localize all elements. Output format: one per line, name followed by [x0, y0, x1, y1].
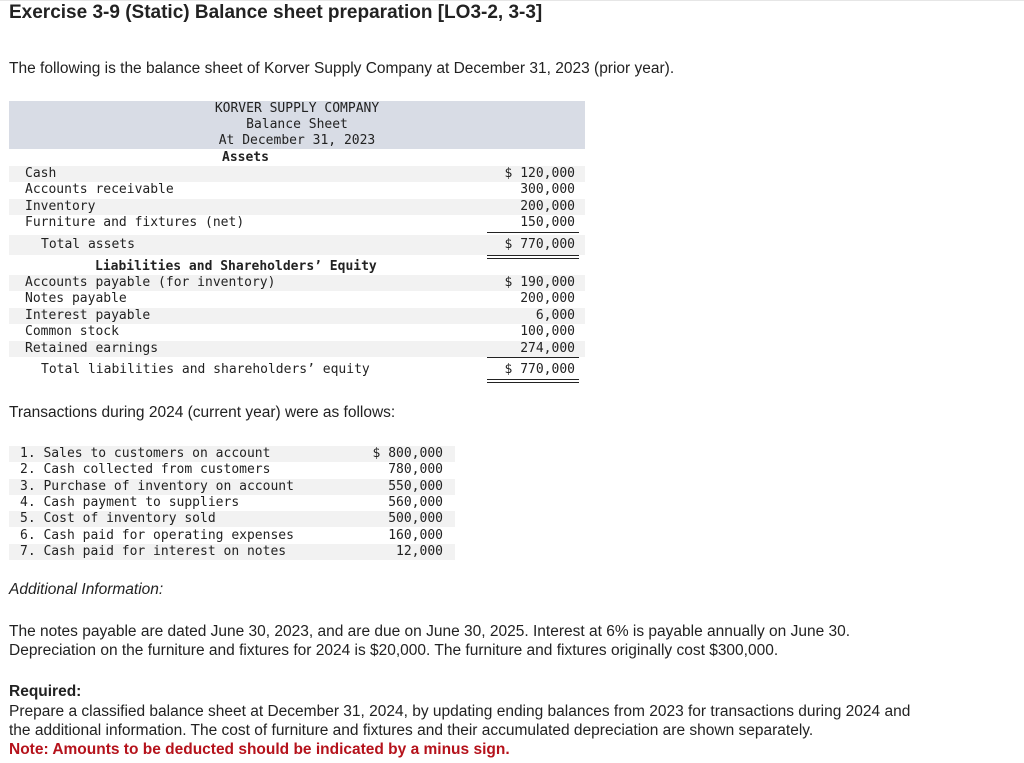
liab-subtotal-rule	[487, 357, 579, 358]
assets-section	[9, 166, 585, 232]
transaction-row: 1. Sales to customers on account $ 800,000	[9, 446, 455, 462]
transactions-list	[0, 446, 470, 564]
liab-row-accounts-payable: Accounts payable (for inventory) $ 190,000	[9, 275, 585, 291]
liab-row-common-stock: Common stock 100,000	[25, 324, 575, 340]
transaction-row: 7. Cash paid for interest on notes 12,000	[9, 544, 455, 560]
transactions-intro: Transactions during 2024 (current year) were as follows:	[9, 404, 396, 421]
required-heading: Required:	[9, 683, 82, 700]
statement-date: At December 31, 2023	[218, 133, 376, 148]
top-divider	[0, 0, 1024, 1]
assets-subtotal-rule	[487, 232, 579, 233]
transaction-row: 2. Cash collected from customers 780,000	[20, 462, 443, 478]
additional-info-line-1: The notes payable are dated June 30, 2023, and are due on June 30, 2025. Interest at 6% is payable annually on June 30.	[9, 623, 851, 640]
statement-name: Balance Sheet	[246, 117, 348, 132]
required-line-2: the additional information. The cost of furniture and fixtures and their accumulated depreciation are shown separately.	[9, 722, 814, 739]
required-line-1: Prepare a classified balance sheet at December 31, 2024, by updating ending balances from 2023 for transactions during 2024 and	[9, 703, 911, 720]
asset-row-furniture: Furniture and fixtures (net) 150,000	[25, 215, 575, 231]
asset-row-inventory: Inventory 200,000	[9, 199, 585, 215]
liab-row-interest-payable: Interest payable 6,000	[9, 308, 585, 324]
total-liab-row: Total liabilities and shareholders’ equity $ 770,000	[41, 362, 575, 377]
transaction-row: 6. Cash paid for operating expenses 160,000	[20, 527, 443, 543]
additional-info-line-2: Depreciation on the furniture and fixtures for 2024 is $20,000. The furniture and fixtures originally cost $300,000.	[9, 642, 779, 659]
liabilities-heading: Liabilities and Shareholders’ Equity	[95, 259, 377, 274]
asset-row-cash: Cash $ 120,000	[9, 166, 585, 182]
transaction-row: 4. Cash payment to suppliers 560,000	[20, 494, 443, 510]
assets-heading: Assets	[222, 150, 269, 165]
transaction-row: 5. Cost of inventory sold 500,000	[9, 511, 455, 527]
intro-text: The following is the balance sheet of Korver Supply Company at December 31, 2023 (prior year).	[9, 60, 675, 77]
exercise-title: Exercise 3-9 (Static) Balance sheet preparation [LO3-2, 3-3]	[9, 2, 543, 23]
deduction-note: Note: Amounts to be deducted should be indicated by a minus sign.	[9, 741, 510, 758]
total-liab-double-rule	[487, 379, 579, 383]
asset-row-receivable: Accounts receivable 300,000	[25, 182, 575, 198]
liab-row-notes-payable: Notes payable 200,000	[25, 291, 575, 307]
liab-row-retained-earnings: Retained earnings 274,000	[9, 341, 585, 357]
liabilities-section	[9, 275, 585, 357]
total-assets-double-rule	[487, 255, 579, 259]
transaction-row: 3. Purchase of inventory on account 550,000	[9, 479, 455, 495]
company-name: KORVER SUPPLY COMPANY	[214, 101, 380, 116]
additional-info-heading: Additional Information:	[9, 581, 164, 598]
total-assets-row: Total assets $ 770,000	[9, 235, 585, 255]
